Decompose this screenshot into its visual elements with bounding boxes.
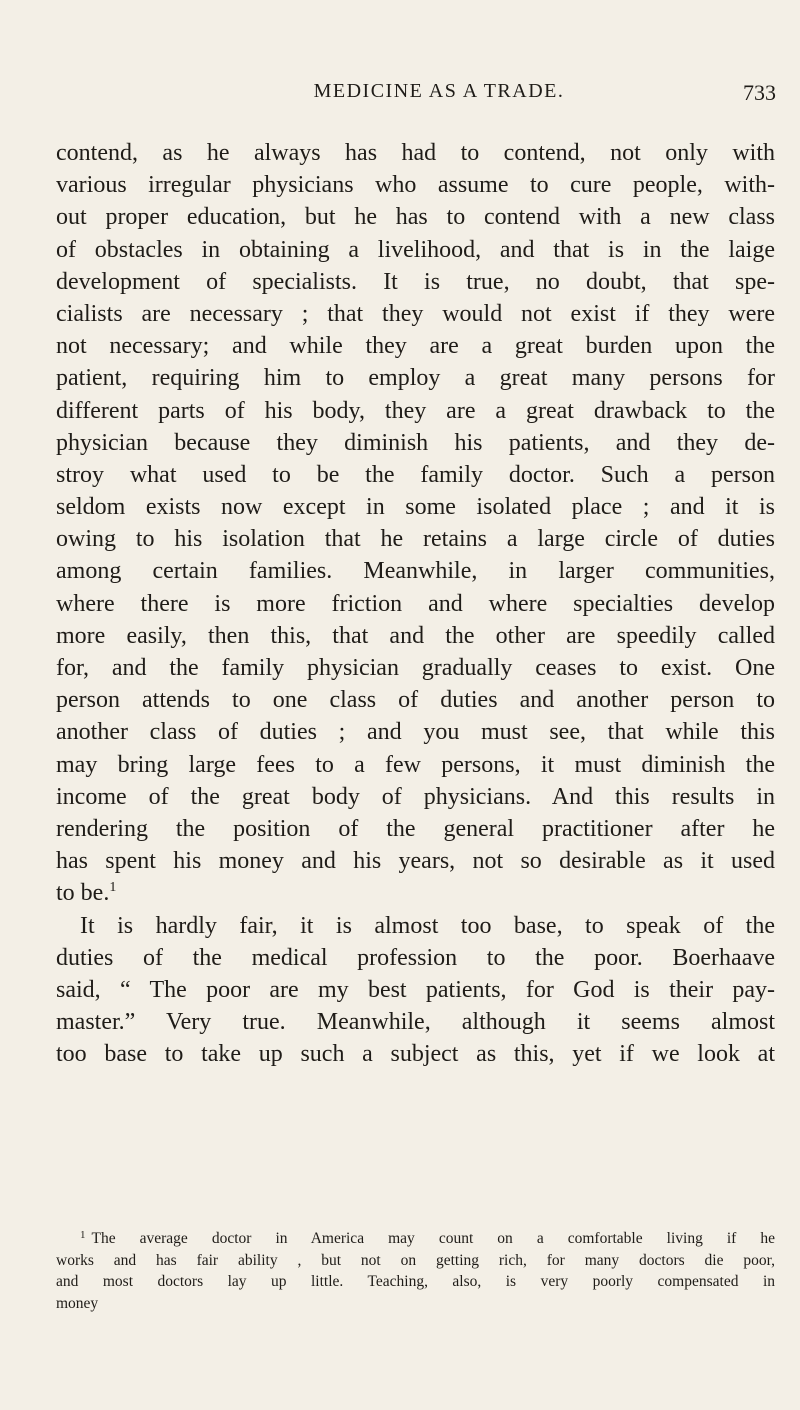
text-line: where there is more friction and where specialties develop bbox=[56, 590, 775, 617]
footnotes bbox=[56, 1228, 775, 1314]
paragraph-end-line bbox=[56, 877, 775, 909]
text-line: different parts of his body, they are a great drawback to the bbox=[56, 397, 775, 424]
text-line: for, and the family physician gradually ceases to exist. One bbox=[56, 655, 775, 681]
footnote-first-line bbox=[56, 1228, 775, 1250]
text-line: It is hardly fair, it is almost too base, to speak of the bbox=[80, 912, 775, 939]
page-number: 733 bbox=[743, 80, 776, 105]
text-line: rendering the position of the general practitioner after he bbox=[56, 815, 775, 842]
running-head bbox=[56, 80, 776, 110]
text-line: various irregular physicians who assume to cure people, with- bbox=[56, 172, 775, 199]
footnote-line: The average doctor in America may count on a comfortable living if he bbox=[91, 1230, 775, 1247]
text-line: physician because they diminish his patients, and they de- bbox=[56, 429, 775, 456]
text-line: development of specialists. It is true, no doubt, that spe- bbox=[56, 268, 775, 295]
text-line: said, “ The poor are my best patients, for God is their pay- bbox=[56, 976, 775, 1003]
text-line: out proper education, but he has to contend with a new class bbox=[56, 204, 775, 231]
text-line: patient, requiring him to employ a great many persons for bbox=[56, 365, 775, 392]
footnote-line: works and has fair ability , but not on getting rich, for many doctors die poor, bbox=[56, 1251, 775, 1269]
text-line: duties of the medical profession to the poor. Boerhaave bbox=[56, 944, 775, 971]
text-line: master.” Very true. Meanwhile, although it seems almost bbox=[56, 1009, 775, 1036]
text-line: person attends to one class of duties and another person to bbox=[56, 687, 775, 714]
text-line: cialists are necessary ; that they would not exist if they were bbox=[56, 300, 775, 327]
text-line: not necessary; and while they are a great burden upon the bbox=[56, 333, 775, 360]
running-title: MEDICINE AS A TRADE. bbox=[313, 80, 565, 102]
text-line: too base to take up such a subject as this, yet if we look at bbox=[56, 1041, 775, 1068]
text-line: income of the great body of physicians. And this results in bbox=[56, 783, 775, 810]
text-line: stroy what used to be the family doctor. Such a person bbox=[56, 461, 775, 488]
text-line: has spent his money and his years, not so desirable as it used bbox=[56, 848, 775, 875]
text-line: to be. bbox=[56, 880, 110, 907]
text-line: more easily, then this, that and the other are speedily called bbox=[56, 622, 775, 649]
footnote-reference[interactable]: 1 bbox=[109, 880, 117, 896]
footnote-line: and most doctors lay up little. Teaching, also, is very poorly compensated in bbox=[56, 1273, 775, 1290]
footnote-line: money bbox=[56, 1294, 99, 1312]
text-line: seldom exists now except in some isolated place ; and it is bbox=[56, 494, 775, 521]
text-line: contend, as he always has had to contend, not only with bbox=[56, 140, 775, 166]
footnote-marker: 1 bbox=[80, 1229, 86, 1241]
text-line: another class of duties ; and you must see, that while this bbox=[56, 719, 775, 746]
body-text bbox=[56, 137, 775, 1070]
text-line: may bring large fees to a few persons, it must diminish the bbox=[56, 751, 775, 778]
text-line: of obstacles in obtaining a livelihood, and that is in the laige bbox=[56, 236, 775, 263]
text-line: owing to his isolation that he retains a large circle of duties bbox=[56, 526, 775, 553]
text-line: among certain families. Meanwhile, in larger communities, bbox=[56, 558, 775, 585]
